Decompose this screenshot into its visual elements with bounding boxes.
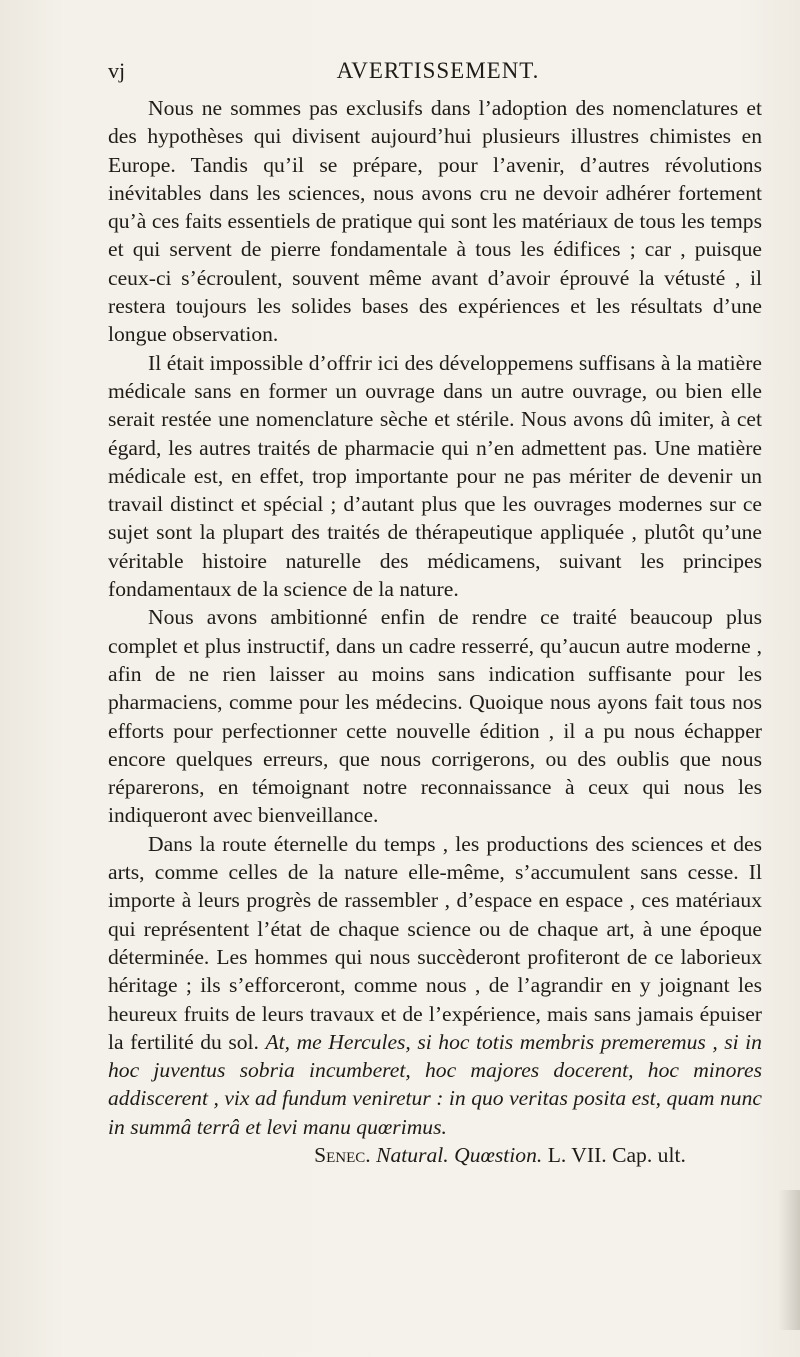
paragraph-4-text: Dans la route éternelle du temps , les productions des sciences et des arts, comme celles de la nature elle-même, s’accumulent sans cesse. Il importe à leurs progrès de rassembler , d’espace en espace , ces matériaux qui représentent l’état de chaque science ou de chaque art, à une époque déterminée. Les hommes qui nous succèderont profiteront de ce laborieux héritage ; ils s’efforceront, comme nous , de l’agrandir en y joignant les heureux fruits de leurs travaux et de l’expérience, mais sans jamais épuiser la fertilité du sol. xyxy=(108,831,762,1054)
paragraph-3: Nous avons ambitionné enfin de rendre ce traité beaucoup plus complet et plus instructif, dans un cadre resserré, qu’aucun autre moderne , afin de ne rien laisser au moins sans indication suffisante pour les pharmaciens, comme pour les médecins. Quoique nous ayons fait tous nos efforts pour perfectionner cette nouvelle édition , il a pu nous échapper encore quelques erreurs, que nous corrigerons, ou des oublis que nous réparerons, en témoignant notre reconnaissance à ceux qui nous les indiqueront avec bienveillance. xyxy=(108,605,762,828)
page-body xyxy=(108,94,762,1169)
latin-quote: At, me Hercules, si hoc totis membris premeremus , si in hoc juventus sobria incumberet, hoc majores docerent, hoc minores addiscerent , vix ad fundum veniretur : in quo veritas posita est, quam nunc in summâ terrâ et levi manu quœrimus. xyxy=(108,1029,762,1139)
attribution-author: Senec. xyxy=(314,1142,371,1167)
page-edge-shadow xyxy=(778,1190,800,1330)
attribution-work: Natural. Quœstion. xyxy=(376,1142,543,1167)
page-number: vj xyxy=(108,58,126,83)
paragraph-2: Il était impossible d’offrir ici des développemens suffisans à la matière médicale sans en former un ouvrage dans un autre ouvrage, ou bien elle serait restée une nomenclature sèche et stérile. Nous avons dû imiter, à cet égard, les autres traités de pharmacie qui n’en admettent pas. Une matière médicale est, en effet, trop importante pour ne pas mériter de devenir un travail distinct et spécial ; d’autant plus que les ouvrages modernes sur ce sujet sont la plupart des traités de thérapeutique appliquée , plutôt qu’une véritable histoire naturelle des médicamens, suivant les principes fondamentaux de la science de la nature. xyxy=(108,350,762,602)
quote-attribution xyxy=(108,1141,762,1169)
paragraph-4 xyxy=(108,830,762,1141)
page-header xyxy=(108,58,768,88)
paragraph-1: Nous ne sommes pas exclusifs dans l’adoption des nomenclatures et des hypothèses qui divisent aujourd’hui plusieurs illustres chimistes en Europe. Tandis qu’il se prépare, pour l’avenir, d’autres révolutions inévitables dans les sciences, nous avons cru ne devoir adhérer fortement qu’à ces faits essentiels de pratique qui sont les matériaux de tous les temps et qui servent de pierre fondamentale à tous les édifices ; car , puisque ceux-ci s’écroulent, souvent même avant d’avoir éprouvé la vétusté , il restera toujours les solides bases des expériences et les résultats d’une longue observation. xyxy=(108,96,762,347)
running-title: AVERTISSEMENT. xyxy=(336,58,540,83)
attribution-ref: L. VII. Cap. ult. xyxy=(547,1142,686,1167)
